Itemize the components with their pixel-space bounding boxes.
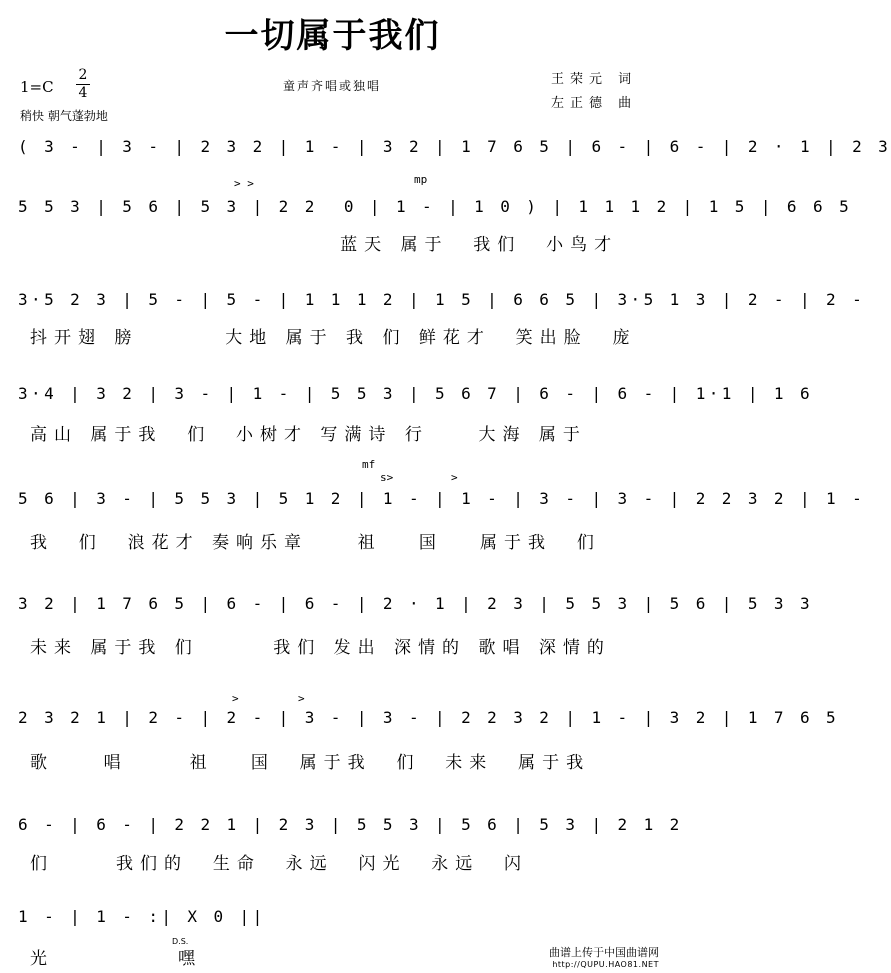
lyrics-line: 高山 属于我 们 小树才 写满诗 行 大海 属于 — [30, 425, 587, 445]
lyrics-line: 光 嘿 — [30, 949, 203, 969]
notation-line: 1 - | 1 - :| X 0 || — [18, 907, 266, 926]
watermark-line: 曲谱上传于中国曲谱网 — [549, 946, 659, 959]
notation-line: 3·4 | 3 2 | 3 - | 1 - | 5 5 3 | 5 6 7 | 6 - | 6 - | 1·1 | 1 6 — [18, 384, 814, 403]
lyrics-line: 抖开翅 膀 大地 属于 我 们 鲜花才 笑出脸 庞 — [30, 328, 637, 348]
lyrics-line: 未来 属于我 们 我们 发出 深情的 歌唱 深情的 — [30, 638, 611, 658]
composer-credit: 左正德 曲 — [551, 96, 638, 111]
lyrics-line: 蓝天 属于 我们 小鸟才 — [30, 235, 619, 255]
notation-line: 2 3 2 1 | 2 - | 2 - | 3 - | 3 - | 2 2 3 2 | 1 - | 3 2 | 1 7 6 5 — [18, 708, 840, 727]
notation-line: 5 5 3 | 5 6 | 5 3 | 2 2 0 | 1 - | 1 0 ) | 1 1 1 2 | 1 5 | 6 6 5 — [18, 197, 853, 216]
notation-line: 3 2 | 1 7 6 5 | 6 - | 6 - | 2 · 1 | 2 3 | 5 5 3 | 5 6 | 5 3 3 — [18, 594, 814, 613]
accent-mark: s> — [380, 471, 394, 484]
time-signature — [76, 67, 90, 102]
accent-mark: > — [451, 471, 458, 484]
lyrics-line: 我 们 浪花才 奏响乐章 祖 国 属于我 们 — [30, 533, 601, 553]
lyrics-line: 们 我们的 生命 永远 闪光 永远 闪 — [30, 854, 529, 874]
site-watermark — [549, 947, 659, 971]
dynamic-mf: mf — [362, 458, 376, 471]
performance-note: 童声齐唱或独唱 — [283, 79, 382, 93]
lyrics-line: 歌 唱 祖 国 属于我 们 未来 属于我 — [30, 753, 591, 773]
time-signature-top: 2 — [76, 67, 90, 85]
key-signature: 1=C — [20, 78, 54, 96]
notation-line: 5 6 | 3 - | 5 5 3 | 5 1 2 | 1 - | 1 - | 3 - | 3 - | 2 2 3 2 | 1 - — [18, 489, 866, 508]
tempo-marking: 稍快 朝气蓬勃地 — [20, 109, 108, 123]
page-title: 一切属于我们 — [224, 16, 441, 56]
da-segno-mark: D.S. — [172, 937, 189, 946]
lyricist-credit: 王荣元 词 — [551, 72, 638, 87]
notation-line: ( 3 - | 3 - | 2 3 2 | 1 - | 3 2 | 1 7 6 5 | 6 - | 6 - | 2 · 1 | 2 3 — [18, 137, 891, 156]
accent-mark: > — [298, 692, 305, 705]
notation-line: 6 - | 6 - | 2 2 1 | 2 3 | 5 5 3 | 5 6 | 5 3 | 2 1 2 — [18, 815, 683, 834]
accent-mark: > — [232, 692, 239, 705]
dynamic-mp: mp — [414, 173, 428, 186]
notation-line: 3·5 2 3 | 5 - | 5 - | 1 1 1 2 | 1 5 | 6 6 5 | 3·5 1 3 | 2 - | 2 - — [18, 290, 866, 309]
time-signature-bottom: 4 — [78, 85, 88, 101]
watermark-url: http://QUPU.HAO81.NET — [552, 960, 659, 969]
accent-marks: > > — [234, 177, 254, 190]
